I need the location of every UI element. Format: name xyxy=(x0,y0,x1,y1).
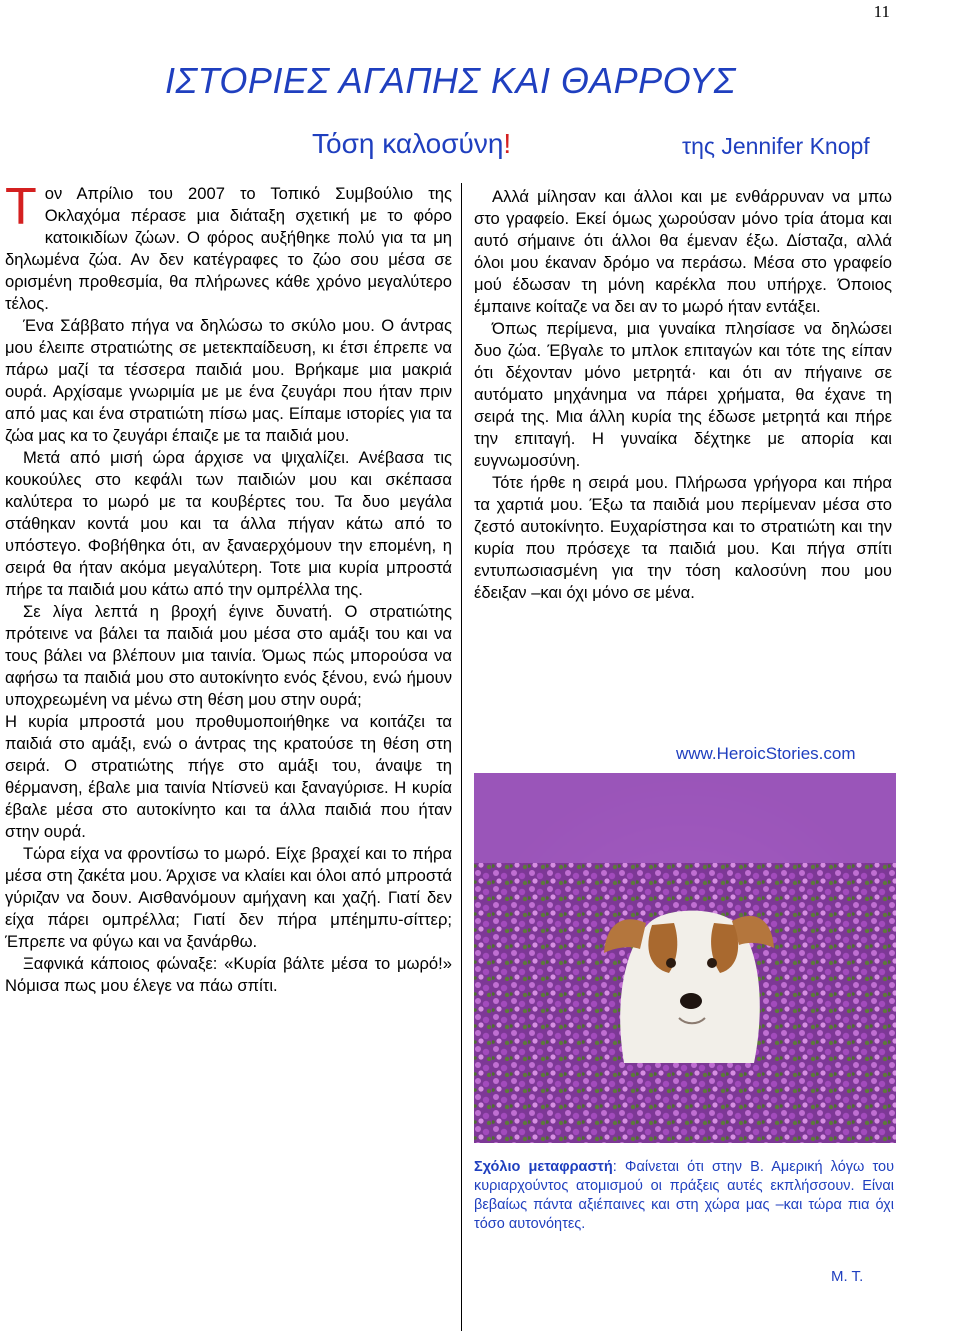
paragraph: Τότε ήρθε η σειρά μου. Πλήρωσα γρήγορα και πήρα τα χαρτιά μου. Έξω τα παιδιά μου περίμεναν μέσα στο ζεστό αυτοκίνητο. Ευχαρίστησα και το στρατιώτη και την κυρία που πρόσεχε τα παιδιά μου. Και πήγα σπίτι εντυπωσιασμένη για την τόση καλοσύνη που μου έδειξαν –και όχι μόνο σε μένα. xyxy=(474,473,892,602)
story-title xyxy=(312,128,511,160)
paragraph: Η κυρία μπροστά μου προθυμοποιήθηκε να κοιτάζει τα παιδιά στο αμάξι, ενώ ο άντρας της κρατούσε τη θέση στη σειρά. Ο στρατιώτης πήγε στο αμάξι του, άναψε τη θέρμανση, έβαλε μια ταινία Ντίσνεϋ και ξαναγύρισε. Η κυρία έβαλε μέσα στο αυτοκίνητο και τα άλλα παιδιά που ήταν στην ουρά. xyxy=(5,712,452,841)
paragraph: Όπως περίμενα, μια γυναίκα πλησίασε να δηλώσει δυο ζώα. Έβγαλε το μπλοκ επιταγών και τότε της είπαν ότι δέχονταν μόνο μετρητά· και ότι αν πήγαινε σε αυτόματο μηχάνημα να πάρει χρήματα, θα έχανε τη σειρά της. Μια άλλη κυρία της έδωσε μετρητά και πήρε την επιταγή. Η γυναίκα δέχτηκε με απορία και ευγνωμοσύνη. xyxy=(474,319,892,470)
paragraph: Ένα Σάββατο πήγα να δηλώσω το σκύλο μου. Ο άντρας μου έλειπε στρατιώτης σε μετεκπαίδευση, κι έτσι έπρεπε να πάρω μαζί τα τέσσερα παιδιά μου. Βρήκαμε μια μακριά ουρά. Αρχίσαμε γνωριμία με με ένα ζευγάρι που ήταν πριν από μας και ένα στρατιώτη πίσω μας. Είπαμε ιστορίες για τα ζώα μας κα το ζευγάρι έπαιζε με τα παιδιά μου. xyxy=(5,316,452,445)
drop-cap: Τ xyxy=(5,178,37,236)
paragraph: Τώρα είχα να φροντίσω το μωρό. Είχε βραχεί και το πήρα μέσα στη ζακέτα μου. Άρχισε να κλαίει και όλοι από μπροστά γύριζαν να δουν. Αισθανόμουν αμήχανη και χαζή. Γιατί δεν είχα πάρει ομπρέλλα; Γιατί δεν πήρα μπέημπυ-σίττερ; Έπρεπε να φύγω και να ξανάρθω. xyxy=(5,844,452,951)
paragraph: Μετά από μισή ώρα άρχισε να ψιχαλίζει. Ανέβασα τις κουκούλες στο κεφάλι των παιδιών μου και σκέπασα καλύτερα το μωρό με τα κουβέρτες του. Τα δυο μεγάλα στάθηκαν κοντά μου και τα άλλα πήγαν κάτω από το υπόστεγο. Φοβήθηκα ότι, αν ξαναερχόμουν την επομένη, η σειρά θα ήταν ακόμα μεγαλύτερη. Τοτε μια κυρία μπροστά πήρε τα παιδιά μου κάτω από την ομπρέλλα της. xyxy=(5,448,452,599)
story-title-mark: ! xyxy=(503,128,512,159)
translator-note-text: : Φαίνεται ότι στην Β. Αμερική λόγω του κυριαρχούντος ατομισμού οι πράξεις αυτές εκπλήσσουν. Είναι βεβαίως πάντα αξιέπαινες και στη χώρα μας –και τώρα πια όχι τόσο αυτονόητες. xyxy=(474,1159,894,1232)
translator-note xyxy=(474,1158,894,1234)
paragraph: Σε λίγα λεπτά η βροχή έγινε δυνατή. Ο στρατιώτης πρότεινε να βάλει τα παιδιά μου μέσα στο αμάξι του και να τους βάλει να βλέπουν μια ταινία. Όμως πώς μπορούσα να αφήσω τα παιδιά μου στο αυτοκίνητο ενός ξένου, ενώ ήμουν υποχρεωμένη να μένω στη θέση μου στην ουρά; xyxy=(5,602,452,709)
paragraph: Αλλά μίλησαν και άλλοι και με ενθάρρυναν να μπω στο γραφείο. Εκεί όμως χωρούσαν μόνο τρία άτομα και αυτό σήμαινε ότι άλλοι θα έμεναν έξω. Δίσταζα, αλλά όλοι μου έκαναν δρόμο να περάσω. Μέσα στο γραφείο μού έδωσαν τη μόνη καρέκλα που υπήρχε. Όποιος έμπαινε κοίταζε να δει αν το μωρό ήταν εντάξει. xyxy=(474,187,892,316)
translator-initials: Μ. Τ. xyxy=(831,1268,864,1285)
left-column xyxy=(5,178,452,997)
story-title-text: Τόση καλοσύνη xyxy=(312,128,504,159)
right-column xyxy=(474,186,892,604)
column-divider xyxy=(461,183,462,1331)
paragraph: Ξαφνικά κάποιος φώναξε: «Κυρία βάλτε μέσα το μωρό!» Νόμισα πως μου έλεγε να πάω σπίτι. xyxy=(5,954,452,995)
dog-in-flowers-photo xyxy=(474,773,896,1143)
website-link[interactable]: www.HeroicStories.com xyxy=(676,744,856,763)
author-byline: της Jennifer Knopf xyxy=(682,133,870,159)
paragraph-text: ον Απρίλιο του 2007 το Τοπικό Συμβούλιο της Οκλαχόμα πέρασε μια διάταξη σχετική με το φόρο κατοικιδίων ζώων. Ο φόρος αυξήθηκε πολύ για τα μη δηλωμένα ζώα. Αν δεν κατέγραφες το ζώο σου μέσα σε ορισμένη προθεσμία, θα πλήρωνες κάθε χρόνο μεγαλύτερο τέλος. xyxy=(5,184,452,313)
series-title: ΙΣΤΟΡΙΕΣ ΑΓΑΠΗΣ ΚΑΙ ΘΑΡΡΟΥΣ xyxy=(165,60,736,101)
dog-head xyxy=(604,911,774,1063)
paragraph xyxy=(5,178,452,315)
photo-illustration xyxy=(474,773,896,1143)
translator-note-label: Σχόλιο μεταφραστή xyxy=(474,1159,613,1175)
page-number: 11 xyxy=(873,2,890,21)
